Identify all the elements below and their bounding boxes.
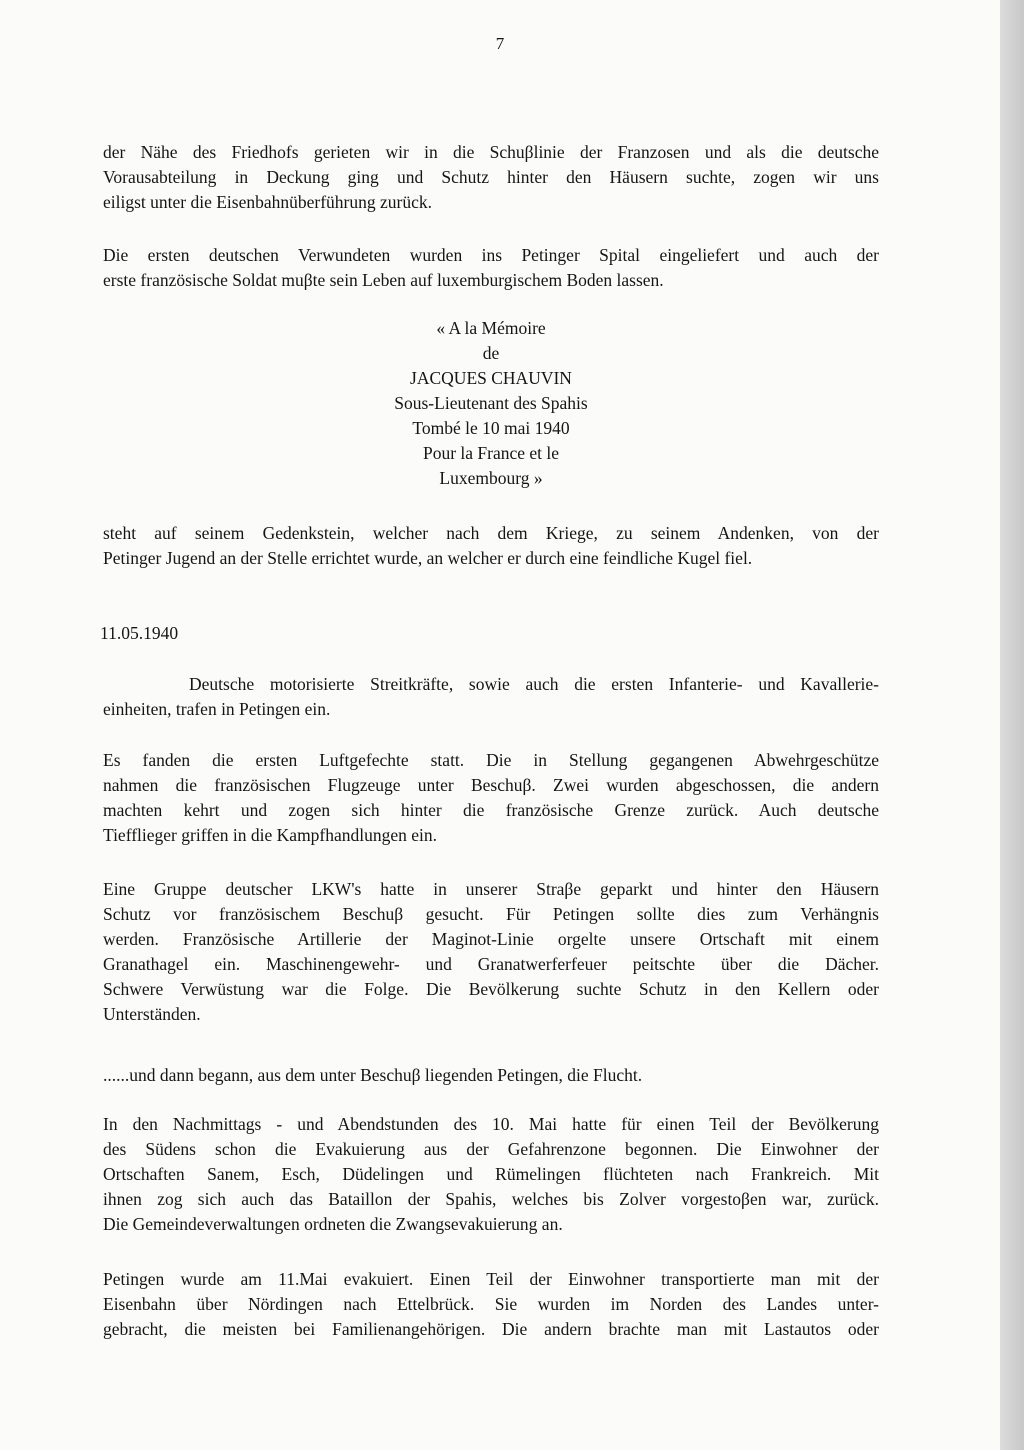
paragraph-5 [103, 748, 879, 848]
text-line: Petinger Jugend an der Stelle errichtet wurde, an welcher er durch eine feindliche Kugel fiel. [103, 548, 753, 568]
memorial-line: Sous-Lieutenant des Spahis [394, 393, 588, 413]
text-line: Vorausabteilung in Deckung ging und Schutz hinter den Häusern suchte, zogen wir uns [103, 167, 879, 187]
paragraph-9 [103, 1267, 879, 1342]
page-number: 7 [495, 34, 505, 53]
paragraph-3 [103, 521, 879, 571]
text-line: nahmen die französischen Flugzeuge unter Beschuβ. Zwei wurden abgeschossen, die andern [103, 775, 879, 795]
text-line: Deutsche motorisierte Streitkräfte, sowie auch die ersten Infanterie- und Kavallerie- [189, 674, 879, 694]
text-line: Es fanden die ersten Luftgefechte statt. Die in Stellung gegangenen Abwehrgeschütze [103, 750, 879, 770]
memorial-line: « A la Mémoire [436, 318, 546, 338]
paragraph-4 [103, 672, 879, 722]
text-line: Tiefflieger griffen in die Kampfhandlungen ein. [103, 825, 438, 845]
paragraph-2 [103, 243, 879, 293]
text-line: des Südens schon die Evakuierung aus der Gefahrenzone begonnen. Die Einwohner der [103, 1139, 879, 1159]
text-line: Eine Gruppe deutscher LKW's hatte in unserer Straβe geparkt und hinter den Häusern [103, 879, 879, 899]
date-heading: 11.05.1940 [100, 623, 179, 643]
memorial-inscription [103, 316, 879, 491]
memorial-name: JACQUES CHAUVIN [410, 368, 572, 388]
memorial-line: Luxembourg » [439, 468, 543, 488]
text-line: Die ersten deutschen Verwundeten wurden ins Petinger Spital eingeliefert und auch der [103, 245, 879, 265]
memorial-line: Tombé le 10 mai 1940 [412, 418, 570, 438]
text-line: einheiten, trafen in Petingen ein. [103, 699, 331, 719]
memorial-line: Pour la France et le [422, 443, 560, 463]
text-line: Unterständen. [103, 1004, 201, 1024]
text-line: werden. Französische Artillerie der Maginot-Linie orgelte unsere Ortschaft mit einem [103, 929, 879, 949]
text-line: Petingen wurde am 11.Mai evakuiert. Einen Teil der Einwohner transportierte man mit der [103, 1269, 879, 1289]
text-line: ihnen zog sich auch das Bataillon der Spahis, welches bis Zolver vorgestoβen war, zurück. [103, 1189, 879, 1209]
paragraph-1 [103, 140, 879, 215]
text-line: Ortschaften Sanem, Esch, Düdelingen und Rümelingen flüchteten nach Frankreich. Mit [103, 1164, 879, 1184]
text-line: Eisenbahn über Nördingen nach Ettelbrück. Sie wurden im Norden des Landes unter- [103, 1294, 879, 1314]
text-line: gebracht, die meisten bei Familienangehörigen. Die andern brachte man mit Lastautos oder [103, 1319, 879, 1339]
text-line: Granathagel ein. Maschinengewehr- und Granatwerferfeuer peitschte über die Dächer. [103, 954, 879, 974]
memorial-line: de [482, 343, 500, 363]
text-line: eiligst unter die Eisenbahnüberführung zurück. [103, 192, 432, 212]
text-line: Schwere Verwüstung war die Folge. Die Bevölkerung suchte Schutz in den Kellern oder [103, 979, 879, 999]
text-line: erste französische Soldat muβte sein Leben auf luxemburgischem Boden lassen. [103, 270, 664, 290]
paragraph-7 [103, 1063, 879, 1088]
text-line: Die Gemeindeverwaltungen ordneten die Zwangsevakuierung an. [103, 1214, 563, 1234]
text-line: der Nähe des Friedhofs gerieten wir in die Schuβlinie der Franzosen und als die deutsche [103, 142, 879, 162]
text-line: machten kehrt und zogen sich hinter die französische Grenze zurück. Auch deutsche [103, 800, 879, 820]
paragraph-8 [103, 1112, 879, 1237]
page-edge-shadow [1000, 0, 1024, 1450]
text-line: ......und dann begann, aus dem unter Beschuβ liegenden Petingen, die Flucht. [103, 1065, 643, 1085]
text-line: In den Nachmittags - und Abendstunden des 10. Mai hatte für einen Teil der Bevölkerung [103, 1114, 879, 1134]
paragraph-6 [103, 877, 879, 1027]
text-line: steht auf seinem Gedenkstein, welcher nach dem Kriege, zu seinem Andenken, von der [103, 523, 879, 543]
text-line: Schutz vor französischem Beschuβ gesucht. Für Petingen sollte dies zum Verhängnis [103, 904, 879, 924]
